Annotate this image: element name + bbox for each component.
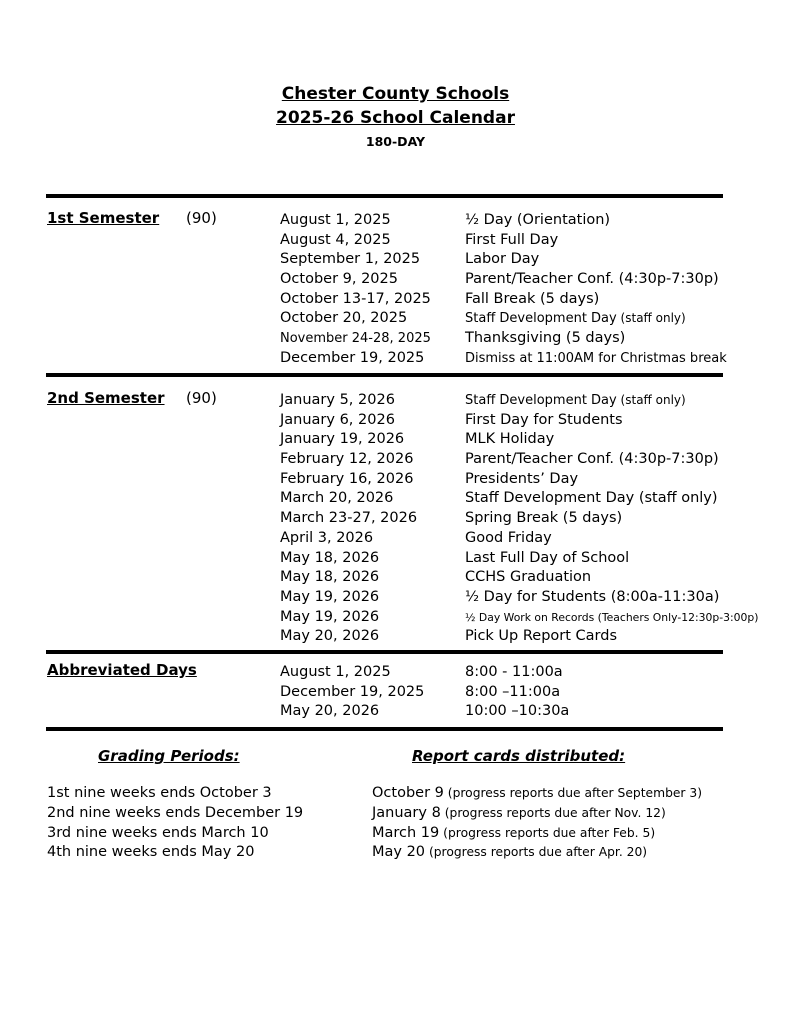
event-date: May 19, 2026 (280, 588, 380, 605)
calendar-row (280, 566, 762, 586)
event-description: Presidents’ Day (465, 470, 579, 487)
section-abbreviated-days (47, 661, 762, 720)
event-description: First Full Day (465, 231, 559, 248)
event-date: May 20, 2026 (280, 703, 380, 720)
second-semester-rows (280, 389, 762, 645)
event-description: Labor Day (465, 251, 540, 268)
section-second-semester (47, 389, 762, 645)
event-description: ½ Day for Students (8:00a-11:30a) (465, 588, 720, 605)
grading-period-item: 4th nine weeks ends May 20 (47, 844, 255, 861)
report-card-date: May 20 (372, 844, 426, 861)
report-card-note: (progress reports due after September 3) (443, 786, 703, 800)
calendar-row (280, 307, 762, 327)
calendar-row (280, 606, 762, 626)
event-description: CCHS Graduation (465, 569, 592, 586)
grading-periods-heading: Grading Periods: (98, 747, 240, 765)
event-date: May 18, 2026 (280, 549, 380, 566)
event-description: Parent/Teacher Conf. (4:30p-7:30p) (465, 451, 719, 468)
section-heading: 1st Semester (47, 209, 160, 227)
event-date: October 13-17, 2025 (280, 290, 431, 307)
section-divider-rule (46, 650, 723, 654)
grading-period-item: 1st nine weeks ends October 3 (47, 785, 272, 801)
report-card-note: (progress reports due after Apr. 20) (425, 845, 648, 860)
event-description: Thanksgiving (5 days) (465, 330, 626, 347)
section-divider-rule (46, 373, 723, 377)
event-description: First Day for Students (465, 411, 623, 428)
calendar-row (280, 389, 762, 409)
event-date: December 19, 2025 (280, 349, 425, 366)
calendar-row (280, 448, 762, 468)
section-divider-rule (46, 194, 723, 198)
event-date: February 12, 2026 (280, 451, 414, 468)
calendar-row (280, 527, 762, 547)
school-name: Chester County Schools (281, 84, 510, 104)
event-description: 8:00 –11:00a (465, 683, 561, 700)
report-card-date: March 19 (372, 824, 440, 841)
event-date: October 20, 2025 (280, 310, 408, 327)
event-note: (staff only) (616, 311, 686, 326)
calendar-row (280, 209, 762, 229)
calendar-row (280, 268, 762, 288)
event-date: August 4, 2025 (280, 231, 391, 248)
grading-period-item: 2nd nine weeks ends December 19 (47, 804, 304, 821)
report-card-item (372, 804, 702, 824)
event-description: Spring Break (5 days) (465, 510, 623, 527)
event-description: Good Friday (465, 529, 552, 546)
event-description: Fall Break (5 days) (465, 290, 600, 307)
event-description: 8:00 - 11:00a (465, 664, 563, 680)
report-card-item (372, 784, 702, 804)
report-card-note: (progress reports due after Nov. 12) (440, 805, 666, 820)
event-date: January 19, 2026 (280, 431, 405, 448)
report-card-date: January 8 (372, 804, 441, 821)
calendar-row (280, 487, 762, 507)
section-heading: Abbreviated Days (47, 661, 197, 679)
event-description: Staff Development Day (staff only) (465, 393, 686, 408)
event-date: September 1, 2025 (280, 251, 421, 268)
event-description: Staff Development Day (staff only) (465, 490, 718, 507)
first-semester-rows (280, 209, 762, 367)
grading-period-item: 3rd nine weeks ends March 10 (47, 824, 269, 841)
section-divider-rule (46, 727, 723, 731)
event-description: Parent/Teacher Conf. (4:30p-7:30p) (465, 271, 719, 288)
section-day-count: (90) (186, 209, 217, 227)
calendar-row (280, 229, 762, 249)
calendar-row (280, 547, 762, 567)
section-heading: 2nd Semester (47, 389, 165, 407)
event-description: ½ Day (Orientation) (465, 212, 611, 228)
event-description: Staff Development Day (staff only) (465, 311, 686, 327)
event-date: October 9, 2025 (280, 271, 398, 288)
event-description: ½ Day Work on Records (Teachers Only-12:30p-3:00p) (465, 610, 759, 624)
report-card-date: October 9 (372, 785, 444, 801)
report-card-item (372, 843, 702, 863)
report-card-note: (progress reports due after Feb. 5) (439, 825, 656, 840)
event-description: 10:00 –10:30a (465, 703, 570, 720)
event-description: Dismiss at 11:00AM for Christmas break (465, 350, 727, 366)
report-cards-heading: Report cards distributed: (412, 747, 626, 765)
calendar-row (280, 288, 762, 308)
calendar-row (280, 347, 762, 367)
section-first-semester (47, 209, 762, 367)
calendar-row (280, 428, 762, 448)
calendar-title: 2025-26 School Calendar (276, 108, 515, 128)
document-header (0, 82, 791, 149)
event-date: April 3, 2026 (280, 529, 374, 546)
event-description: Last Full Day of School (465, 549, 630, 566)
calendar-row (280, 248, 762, 268)
event-date: May 20, 2026 (280, 628, 380, 645)
event-date: August 1, 2025 (280, 212, 391, 228)
calendar-row (280, 700, 762, 720)
grading-periods-list (47, 784, 303, 863)
event-date: March 23-27, 2026 (280, 510, 418, 527)
event-date: March 20, 2026 (280, 490, 394, 507)
calendar-row (280, 468, 762, 488)
calendar-row (280, 681, 762, 701)
event-description: Pick Up Report Cards (465, 628, 618, 645)
day-count-subtitle: 180-DAY (365, 134, 426, 149)
report-cards-list (372, 784, 702, 863)
event-note: (staff only) (616, 393, 686, 407)
report-card-item (372, 824, 702, 844)
section-day-count: (90) (186, 389, 217, 407)
calendar-row (280, 507, 762, 527)
event-description: MLK Holiday (465, 431, 555, 448)
event-date: August 1, 2025 (280, 664, 391, 680)
calendar-row (280, 586, 762, 606)
event-date: January 5, 2026 (280, 392, 395, 408)
event-date: January 6, 2026 (280, 411, 395, 428)
event-date: May 18, 2026 (280, 569, 380, 586)
calendar-row (280, 409, 762, 429)
calendar-row (280, 625, 762, 645)
event-date: November 24-28, 2025 (280, 331, 431, 347)
calendar-row (280, 327, 762, 347)
event-date: December 19, 2025 (280, 683, 425, 700)
event-date: February 16, 2026 (280, 470, 414, 487)
calendar-row (280, 661, 762, 681)
abbreviated-days-rows (280, 661, 762, 720)
event-date: May 19, 2026 (280, 608, 380, 625)
